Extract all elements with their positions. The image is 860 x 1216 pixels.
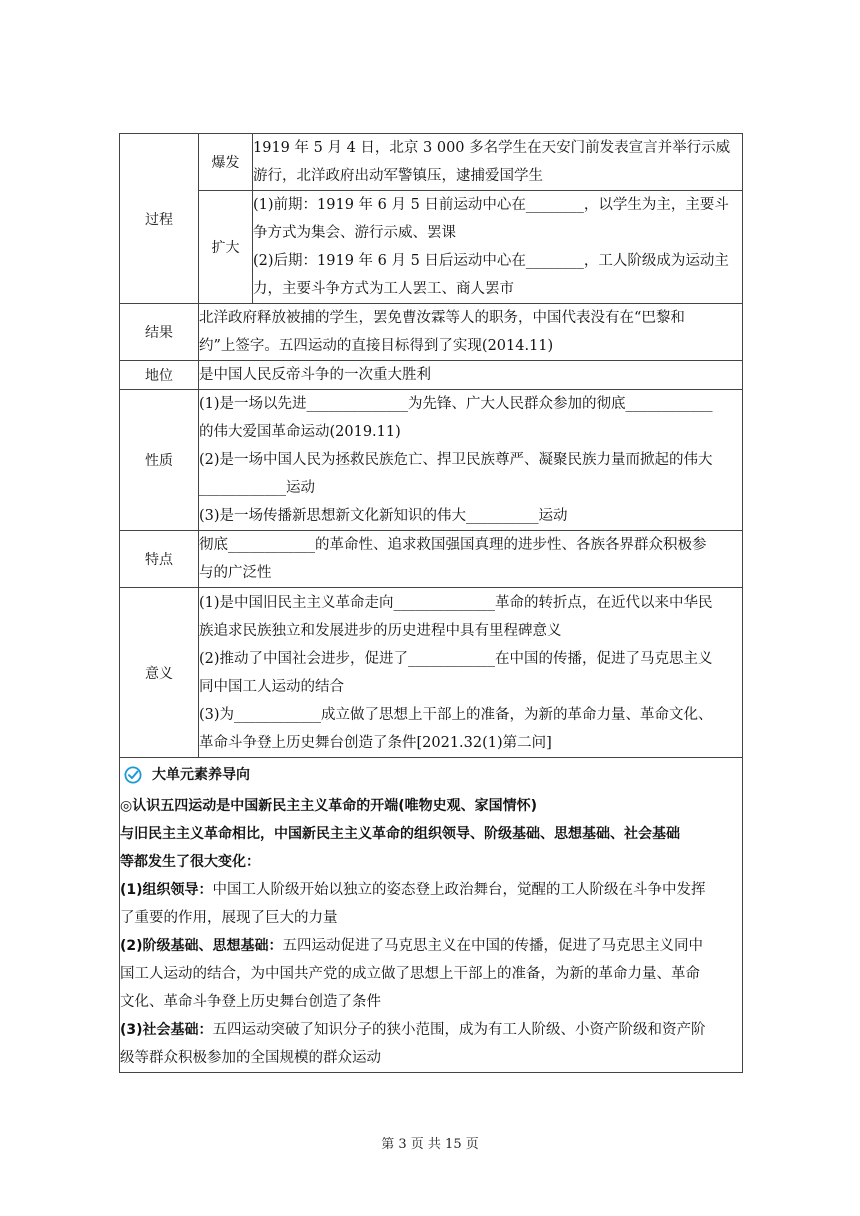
outbreak-content [253,134,743,191]
text-line: 的伟大爱国革命运动(2019.11) [199,424,401,440]
point-label: (1)组织领导： [120,882,213,898]
point-text: 国工人运动的结合，为中国共产党的成立做了思想上干部上的准备，为新的革命力量、革命 [120,966,700,982]
check-circle-icon [124,766,142,784]
result-content [199,304,743,361]
feature-content [199,531,743,588]
text-line: 族追求民族独立和发展进步的历史进程中具有里程碑意义 [199,622,562,639]
text-line: 彻底____________的革命性、追求救国强国真理的进步性、各族各界群众积极参 [199,537,707,553]
meaning-label: 意义 [120,588,199,758]
guide-heading-text: 大单元素养导向 [152,767,250,783]
process-label: 过程 [120,134,199,304]
text-line: 争方式为集会、游行示威、罢课 [253,225,456,241]
expand-label: 扩大 [199,191,253,304]
text-line: 力，主要斗争方式为工人罢工、商人罢市 [253,281,514,297]
text-line: (1)前期：1919 年 6 月 5 日前运动中心在________，以学生为主，主要斗 [253,197,729,213]
status-content [199,361,743,390]
status-label: 地位 [120,361,199,390]
result-label: 结果 [120,304,199,361]
guide-box [120,758,743,1073]
point-text: 中国工人阶级开始以独立的姿态登上政治舞台，觉醒的工人阶级在斗争中发挥 [212,882,706,898]
row-status [120,361,743,390]
text-line: 与的广泛性 [199,565,272,581]
guide-point-2 [120,932,742,960]
guide-intro-line: 与旧民主主义革命相比，中国新民主主义革命的组织领导、阶级基础、思想基础、社会基础 [120,826,680,842]
row-guide [120,758,743,1073]
text-line: 革命斗争登上历史舞台创造了条件[2021.32(1)第二问] [199,734,552,751]
text-line: (3)为____________成立做了思想上干部上的准备，为新的革命力量、革命文化、 [199,706,713,723]
page-number: 第 3 页 共 15 页 [381,1137,479,1152]
guide-subheading: ◎认识五四运动是中国新民主主义革命的开端(唯物史观、家国情怀) [120,798,538,814]
text-line: 北洋政府释放被捕的学生，罢免曹汝霖等人的职务，中国代表没有在“巴黎和 [199,310,685,326]
meaning-content [199,588,743,758]
point-text: 了重要的作用，展现了巨大的力量 [120,910,338,926]
point-text: 五四运动促进了马克思主义在中国的传播，促进了马克思主义同中 [282,938,704,954]
point-text: 五四运动突破了知识分子的狭小范围，成为有工人阶级、小资产阶级和资产阶 [212,1022,706,1038]
row-outbreak [120,134,743,191]
text-line: (2)推动了中国社会进步，促进了____________在中国的传播，促进了马克思主义 [199,650,713,667]
text-line: (3)是一场传播新思想新文化新知识的伟大__________运动 [199,508,568,524]
row-expand [120,191,743,304]
history-table [119,133,743,1073]
feature-label: 特点 [120,531,199,588]
point-label: (2)阶级基础、思想基础： [120,938,283,954]
nature-content [199,390,743,531]
text-line: ____________运动 [199,480,315,496]
nature-label: 性质 [120,390,199,531]
guide-point-1 [120,876,742,904]
text-line: (2)是一场中国人民为拯救民族危亡、捍卫民族尊严、凝聚民族力量而掀起的伟大 [199,452,713,468]
text-line: 是中国人民反帝斗争的一次重大胜利 [199,367,431,383]
text-line: 同中国工人运动的结合 [199,678,344,695]
text-line: (1)是中国旧民主主义革命走向______________革命的转折点，在近代以来中华民 [199,594,713,611]
guide-intro-line: 等都发生了很大变化： [120,854,260,870]
row-result [120,304,743,361]
text-line: 1919 年 5 月 4 日，北京 3 000 多名学生在天安门前发表宣言并举行示威 [253,140,731,156]
guide-point-3 [120,1016,742,1044]
point-label: (3)社会基础： [120,1022,213,1038]
text-line: 游行，北洋政府出动军警镇压，逮捕爱国学生 [253,168,543,184]
guide-heading [120,758,742,792]
outbreak-label: 爆发 [199,134,253,191]
expand-content [253,191,743,304]
point-text: 级等群众积极参加的全国规模的群众运动 [120,1050,381,1066]
point-text: 文化、革命斗争登上历史舞台创造了条件 [120,994,381,1010]
row-nature [120,390,743,531]
row-feature [120,531,743,588]
row-meaning [120,588,743,758]
text-line: (1)是一场以先进______________为先锋、广大人民群众参加的彻底____________ [199,396,713,412]
text-line: (2)后期：1919 年 6 月 5 日后运动中心在________，工人阶级成为运动主 [253,253,729,269]
text-line: 约”上签字。五四运动的直接目标得到了实现(2014.11) [199,338,554,354]
